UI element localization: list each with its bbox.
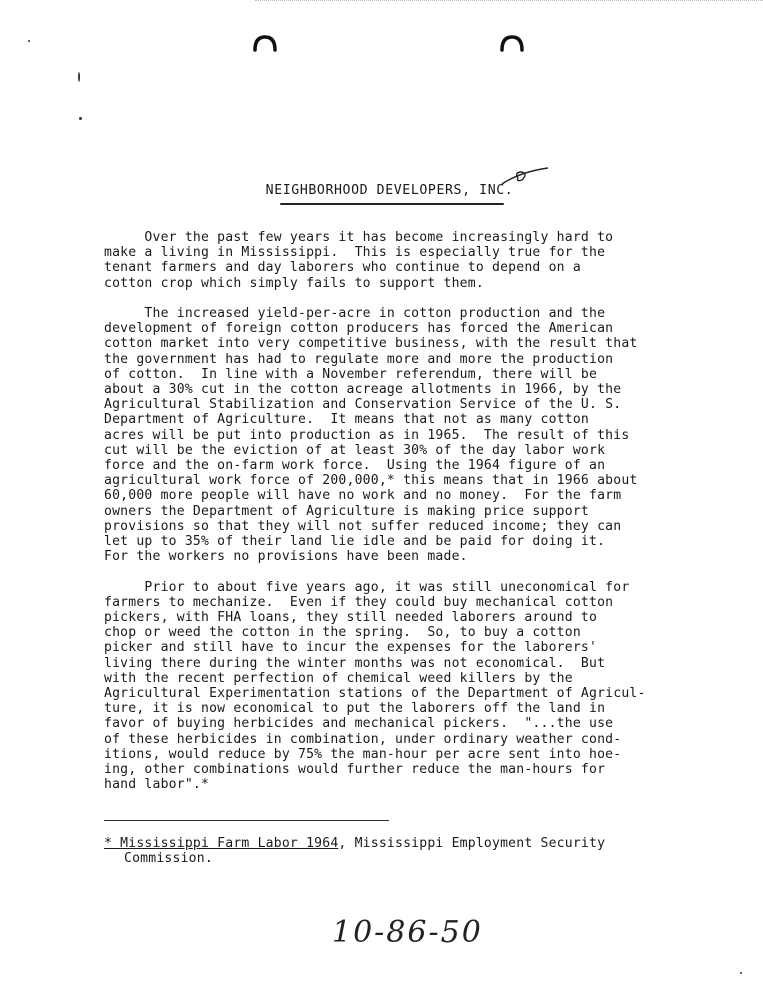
text-line: of cotton. In line with a November referendum, there will be: [104, 366, 598, 382]
text-line: of these herbicides in combination, under ordinary weather cond-: [104, 731, 622, 747]
document-title: NEIGHBORHOOD DEVELOPERS, INC.: [265, 183, 514, 198]
text-line: Agricultural Stabilization and Conservation Service of the U. S.: [104, 397, 622, 413]
text-line: itions, would reduce by 75% the man-hour per acre sent into hoe-: [104, 746, 622, 762]
text-line: Over the past few years it has become increasingly hard to: [104, 230, 614, 245]
footnote-marker: *: [104, 836, 121, 851]
text-line: agricultural work force of 200,000,* this means that in 1966 about: [104, 473, 638, 489]
scan-edge-dots: [255, 0, 763, 3]
text-line: cut will be the eviction of at least 30% of the day labor work: [104, 442, 606, 458]
text-line: farmers to mechanize. Even if they could buy mechanical cotton: [104, 594, 614, 610]
text-line: make a living in Mississippi. This is especially true for the: [104, 245, 606, 261]
text-line: let up to 35% of their land lie idle and be paid for doing it.: [104, 534, 606, 550]
paragraph-1: [104, 230, 724, 291]
text-line: about a 30% cut in the cotton acreage allotments in 1966, by the: [104, 382, 622, 398]
binder-hole-mark-left: [252, 34, 278, 52]
text-line: chop or weed the cotton in the spring. So, to buy a cotton: [104, 625, 581, 641]
text-line: cotton market into very competitive business, with the result that: [104, 336, 638, 352]
text-line: Agricultural Experimentation stations of the Department of Agricul-: [104, 686, 646, 702]
scan-speck: [78, 72, 80, 82]
footnote-rule: [104, 820, 389, 821]
text-line: 60,000 more people will have no work and no money. For the farm: [104, 488, 622, 504]
footnote: [104, 836, 724, 866]
text-line: acres will be put into production as in 1965. The result of this: [104, 427, 630, 443]
scan-speck: [28, 40, 30, 42]
text-line: cotton crop which simply fails to support them.: [104, 275, 484, 291]
text-line: with the recent perfection of chemical weed killers by the: [104, 670, 573, 686]
text-line: the government has had to regulate more and more the production: [104, 351, 614, 367]
title-underline: [280, 203, 504, 205]
text-line: picker and still have to incur the expenses for the laborers': [104, 640, 598, 656]
footnote-line-1: [104, 836, 724, 851]
text-line: development of foreign cotton producers has forced the American: [104, 321, 614, 337]
text-line: ture, it is now economical to put the laborers off the land in: [104, 701, 606, 717]
text-line: Department of Agriculture. It means that not as many cotton: [104, 412, 589, 428]
text-line: The increased yield-per-acre in cotton production and the: [104, 306, 606, 321]
binder-hole-mark-right: [499, 34, 525, 52]
handwritten-pen-mark: [500, 160, 560, 190]
footnote-source-rest: , Mississippi Employment Security: [338, 836, 606, 851]
text-line: pickers, with FHA loans, they still needed laborers around to: [104, 610, 598, 626]
handwritten-document-number: 10-86-50: [332, 915, 483, 950]
paragraph-2: [104, 306, 724, 564]
footnote-source-title: Mississippi Farm Labor 1964: [120, 836, 339, 851]
text-line: For the workers no provisions have been made.: [104, 549, 468, 565]
text-line: owners the Department of Agriculture is making price support: [104, 503, 589, 519]
text-line: force and the on-farm work force. Using the 1964 figure of an: [104, 458, 606, 474]
scan-speck: [740, 972, 742, 974]
text-line: favor of buying herbicides and mechanical pickers. "...the use: [104, 716, 614, 732]
text-line: hand labor".*: [104, 777, 210, 793]
text-line: Prior to about five years ago, it was still uneconomical for: [104, 579, 630, 595]
text-line: tenant farmers and day laborers who continue to depend on a: [104, 260, 581, 276]
scan-speck: [79, 117, 82, 120]
text-line: living there during the winter months was not economical. But: [104, 655, 606, 671]
text-line: provisions so that they will not suffer reduced income; they can: [104, 518, 622, 534]
paragraph-3: [104, 580, 724, 793]
text-line: ing, other combinations would further reduce the man-hours for: [104, 762, 606, 778]
document-body: [104, 230, 724, 808]
footnote-line-2: Commission.: [124, 851, 213, 867]
